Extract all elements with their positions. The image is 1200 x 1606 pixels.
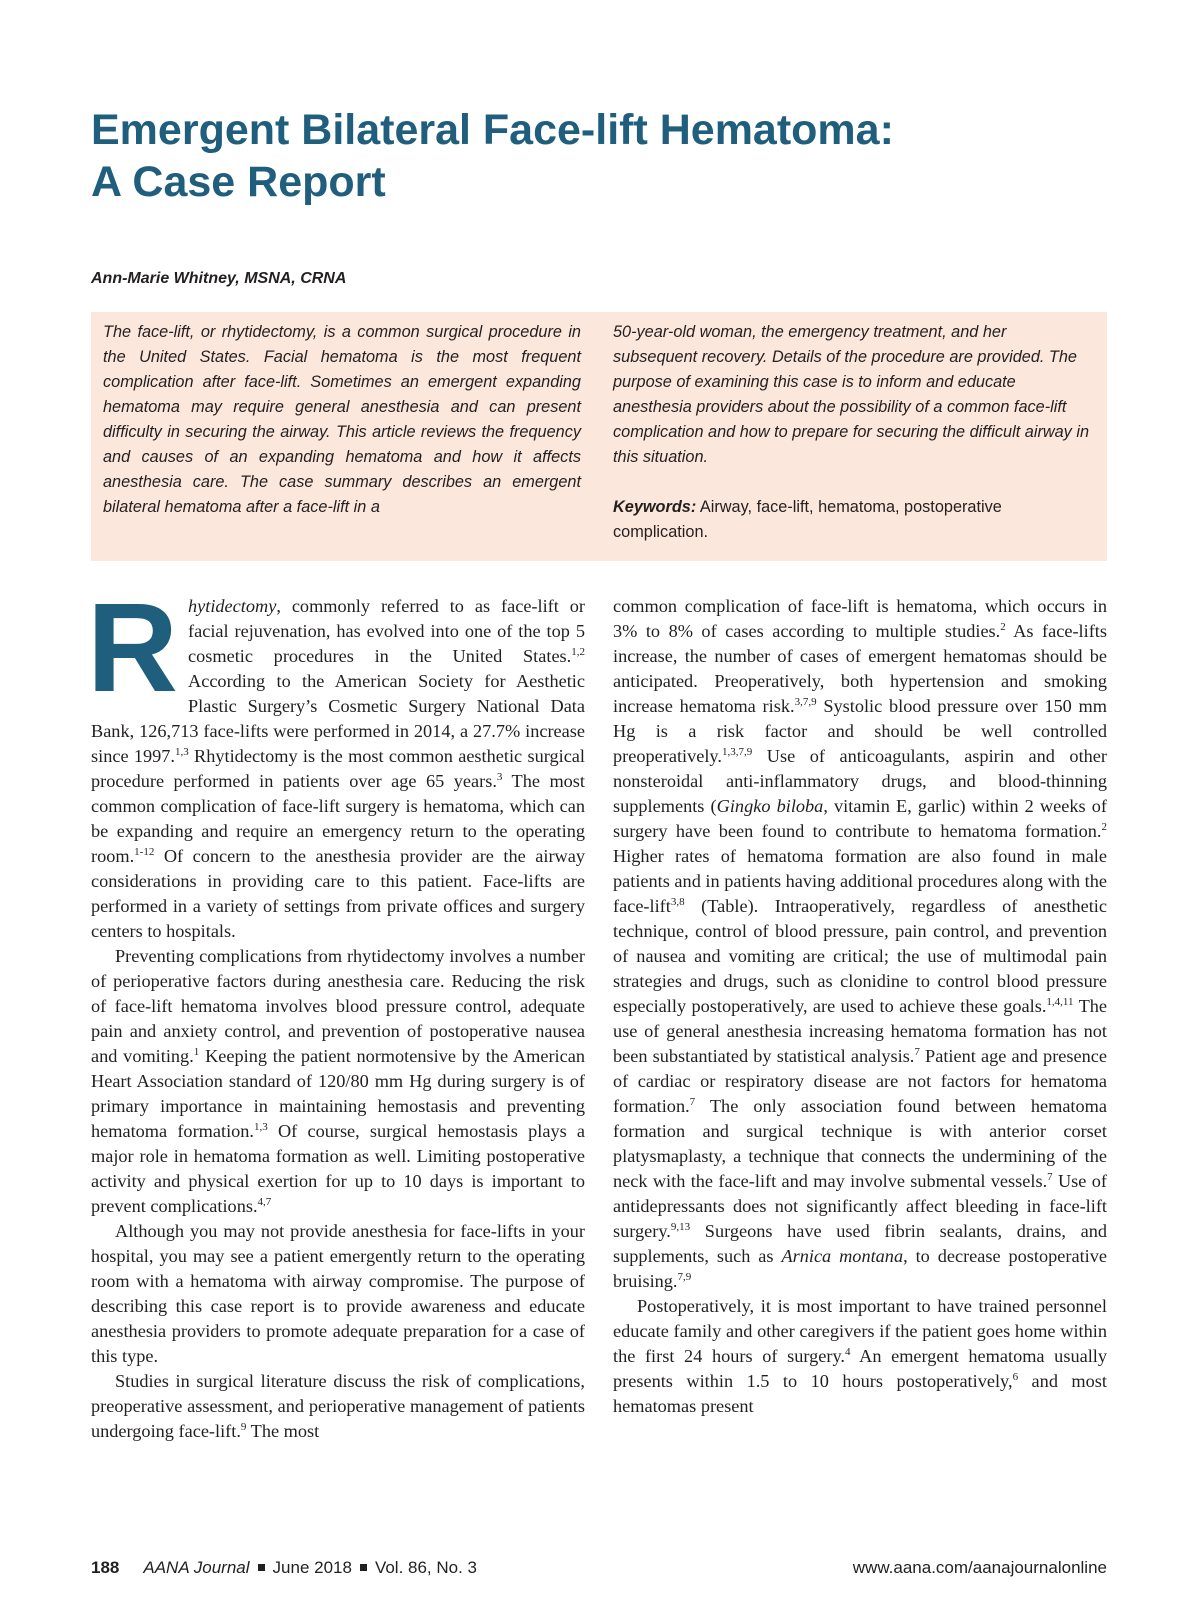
text: Postoperatively, it is most important to have trained personnel educate family and other caregivers if the patient goes home within the first 24 hours of surgery. [613,1296,1107,1366]
separator-square-icon [258,1564,265,1571]
text: The most [246,1421,320,1441]
text: An emergent hematoma usually presents within 1.5 to 10 hours postoperatively, [613,1346,1107,1391]
paragraph-studies [91,1369,585,1444]
ref-sup: 4,7 [257,1196,272,1208]
text: , vitamin E, garlic) within 2 weeks of surgery have been found to contribute to hematoma formation. [613,796,1107,841]
ref-sup: 3,7,9 [794,696,817,708]
body-column-left [87,577,586,1444]
ref-sup: 1,2 [571,646,585,658]
keywords [613,495,1091,545]
ref-sup: 7 [689,1096,696,1108]
text: , commonly referred to as face-lift or facial rejuvenation, has evolved into one of the top 5 cosmetic procedures in the United States. [188,596,585,666]
text: Higher rates of hematoma formation are also found in male patients and in patients having additional procedures along with the face-lift [613,846,1107,916]
text: Of course, surgical hemostasis plays a major role in hematoma formation as well. Limiting postoperative activity and physical exertion for up to 10 days is important to prevent complications. [91,1121,586,1216]
ref-sup: 4 [844,1346,851,1358]
abstract-column-left [103,320,581,520]
text: Studies in surgical literature discuss the risk of complications, preoperative assessment, and perioperative management of patients undergoing face-lift. [91,1371,585,1441]
text: Keeping the patient normotensive by the American Heart Association standard of 120/80 mm Hg during surgery is of primary importance in maintaining hemostasis and preventing hematoma formation. [91,1046,585,1141]
text: Systolic blood pressure over 150 mm Hg is a risk factor and should be well controlled preoperatively. [613,696,1107,766]
text: , to decrease postoperative bruising. [613,1246,1108,1291]
title-line-1: Emergent Bilateral Face-lift Hematoma: [91,106,894,154]
ref-sup: 7 [1047,1171,1053,1183]
abstract-text-right: 50-year-old woman, the emergency treatment, and her subsequent recovery. Details of the procedure are provided. The purpose of examining this case is to inform and educate anesthesia providers about the possibility of a common face-lift complication and how to prepare for securing the difficult airway in this situation. [613,323,1090,466]
text: common complication of face-lift is hematoma, which occurs in 3% to 8% of cases according to multiple studies. [613,596,1107,641]
paragraph-purpose: Although you may not provide anesthesia for face-lifts in your hospital, you may see a patient emergently return to the operating room with a hematoma with airway compromise. The purpose of describing this case report is to provide awareness and educate anesthesia providers to promote adequate preparation for a case of this type. [91,1221,585,1366]
issue-date: June 2018 [272,1558,352,1577]
paragraph-complications [613,594,1107,1294]
text: The use of general anesthesia increasing hematoma formation has not been substantiated by statistical analysis. [613,996,1107,1066]
text: As face-lifts increase, the number of cases of emergent hematomas should be anticipated. Preoperatively, both hypertension and smoking increase hematoma risk. [613,621,1107,716]
ref-sup: 7 [914,1046,920,1058]
page-footer [91,1558,1107,1578]
journal-url[interactable]: www.aana.com/aanajournalonline [852,1558,1107,1577]
ref-sup: 2 [1000,621,1006,633]
text: Of concern to the anesthesia provider are the airway considerations in providing care to this patient. Face-lifts are performed in a variety of settings from private offices and surgery centers to hospitals. [91,846,585,941]
ref-sup: 1-12 [134,846,155,858]
paragraph-intro [87,577,586,944]
ref-sup: 1 [193,1046,200,1058]
text: Surgeons have used fibrin sealants, drains, and supplements, such as [613,1221,1107,1266]
ref-sup: 1,3 [254,1121,268,1133]
ref-sup: 9 [240,1421,247,1433]
volume-issue: Vol. 86, No. 3 [374,1558,478,1577]
ref-sup: 1,3 [175,746,189,758]
drop-cap: R [87,577,178,718]
text: Use of antidepressants does not significantly affect bleeding in face-lift surgery. [613,1171,1107,1241]
text: Rhytidectomy is the most common aesthetic surgical procedure performed in patients over age 65 years. [91,746,585,791]
ref-sup: 3,8 [670,896,685,908]
abstract-box [91,312,1107,561]
article-title [91,104,1091,208]
text: and most hematomas present [613,1371,1107,1416]
ref-sup: 2 [1101,821,1107,833]
ref-sup: 7,9 [677,1271,692,1283]
abstract-text-left: The face-lift, or rhytidectomy, is a common surgical procedure in the United States. Facial hematoma is the most frequent complication after face-lift. Sometimes an emergent expanding hematoma may require general anesthesia and can present difficulty in securing the airway. This article reviews the frequency and causes of an expanding hematoma and how it affects anesthesia care. The case summary describes an emergent bilateral hematoma after a face-lift in a [103,323,581,516]
italic-term: Gingko biloba [716,796,824,816]
text: (Table). Intraoperatively, regardless of anesthetic technique, control of blood pressure, pain control, and prevention of nausea and vomiting are critical; the use of multimodal pain strategies and drugs, such as clonidine to control blood pressure especially postoperatively, are used to achieve these goals. [613,896,1107,1016]
ref-sup: 1,3,7,9 [721,746,753,758]
text: According to the American Society for Aesthetic Plastic Surgery’s Cosmetic Surgery National Data Bank, 126,713 face-lifts were performed in 2014, a 27.7% increase since 1997. [91,671,585,766]
journal-name: AANA Journal [143,1558,250,1577]
ref-sup: 9,13 [670,1221,691,1233]
ref-sup: 1,4,11 [1046,996,1074,1008]
body-column-right [613,594,1107,1419]
keywords-label: Keywords: [613,498,697,516]
paragraph-postoperative [613,1294,1107,1419]
abstract-column-right [613,320,1091,545]
ref-sup: 6 [1012,1371,1019,1383]
italic-term: hytidectomy [188,596,277,616]
text: Preventing complications from rhytidectomy involves a number of perioperative factors during anesthesia care. Reducing the risk of face-lift hematoma involves blood pressure control, adequate pain and anxiety control, and prevention of postoperative nausea and vomiting. [91,946,585,1066]
italic-term: Arnica montana [781,1246,904,1266]
paragraph-prevention [91,944,585,1219]
keywords-list: Airway, face-lift, hematoma, postoperative complication. [613,498,1002,541]
text: The most common complication of face-lift surgery is hematoma, which can be expanding and require an emergency return to the operating room. [91,771,586,866]
text: Use of anticoagulants, aspirin and other nonsteroidal anti-inflammatory drugs, and blood-thinning supplements ( [613,746,1107,816]
separator-square-icon [360,1564,367,1571]
author-byline: Ann-Marie Whitney, MSNA, CRNA [91,270,347,287]
text: The only association found between hematoma formation and surgical technique is with anterior corset platysmaplasty, a technique that connects the undermining of the neck with the face-lift and may involve submental vessels. [613,1096,1107,1191]
ref-sup: 3 [496,771,503,783]
title-line-2: A Case Report [91,158,386,206]
page-number: 188 [91,1558,120,1577]
text: Patient age and presence of cardiac or respiratory disease are not factors for hematoma formation. [613,1046,1107,1116]
